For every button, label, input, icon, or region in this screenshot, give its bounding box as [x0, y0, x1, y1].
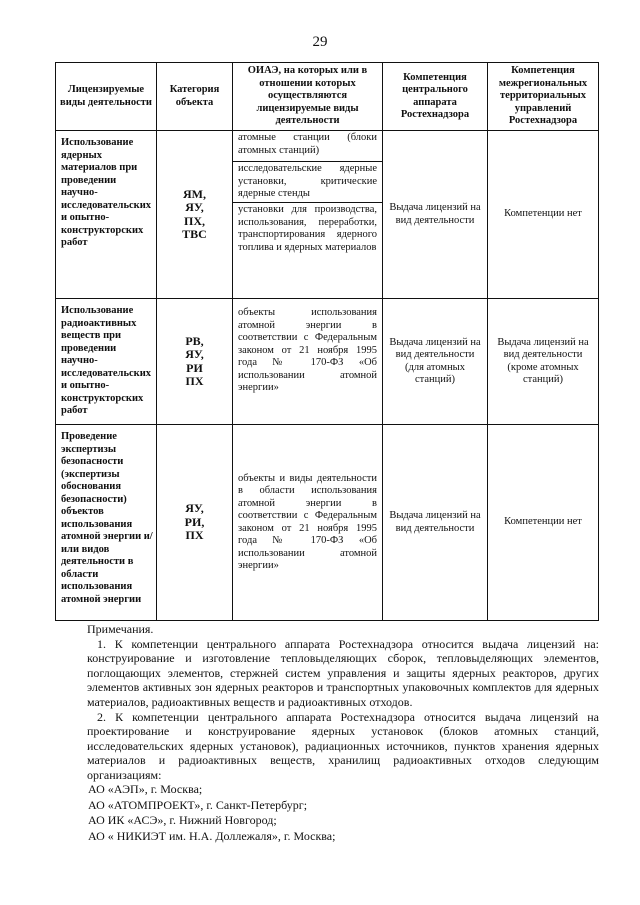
regional-competence-cell: Компетенции нет — [488, 131, 599, 299]
header-objects: ОИАЭ, на которых или в отношении которых осуществляются лицензируемые виды деятельности — [233, 63, 383, 131]
table-row — [56, 299, 599, 425]
category-cell — [157, 425, 233, 621]
category-code: ПХ, — [184, 213, 205, 228]
note-1: 1. К компетенции центрального аппарата Ростехнадзора относится выдача лицензий на: конструирование и изготовление тепловыделяющих сборок, тепловыделяющих элементов, поглощающих элементов, стержней систем управления и защиты ядерных реакторов, других элементов активных зон ядерных реакторов и транспортных упаковочных комплектов для ядерных материалов, радиоактивных веществ и радиоактивных отходов. — [87, 636, 599, 709]
objects-cell — [233, 299, 383, 425]
central-competence-cell: Выдача лицензий на вид деятельности — [383, 131, 488, 299]
objects-cell — [233, 131, 383, 299]
header-central: Компетенция центрального аппарата Ростехнадзора — [383, 63, 488, 131]
category-cell — [157, 131, 233, 299]
regional-competence-cell: Выдача лицензий на вид деятельности (кроме атомных станций) — [488, 299, 599, 425]
category-code: ПХ — [185, 374, 204, 388]
central-competence-cell: Выдача лицензий на вид деятельности — [383, 425, 488, 621]
category-cell — [157, 299, 233, 425]
category-code: РИ — [186, 360, 203, 375]
category-code: ЯУ, — [185, 501, 204, 516]
category-code: ЯМ, — [183, 186, 206, 201]
activity-cell: Использование радиоактивных веществ при проведении научно-исследовательских и опытно-конструкторских работ — [56, 299, 157, 425]
category-code: ТВС — [182, 227, 207, 241]
organization-list — [88, 782, 335, 844]
activity-cell: Использование ядерных материалов при проведении научно-исследовательских и опытно-конструкторских работ — [56, 131, 157, 299]
organization-item: АО ИК «АСЭ», г. Нижний Новгород; — [88, 813, 277, 827]
table-row — [56, 425, 599, 621]
activity-cell: Проведение экспертизы безопасности (экспертизы обоснования безопасности) объектов использования атомной энергии и/или видов деятельности в области использования атомной энергии — [56, 425, 157, 621]
note-2: 2. К компетенции центрального аппарата Ростехнадзора относится выдача лицензий на проектирование и конструирование ядерных установок (блоков атомных станций, исследовательских ядерных установок), радиационных источников, пунктов хранения ядерных материалов и радиоактивных веществ, хранилищ радиоактивных отходов следующим организациям: — [87, 709, 599, 782]
page-number: 29 — [312, 34, 328, 50]
category-code: ЯУ, — [185, 200, 204, 214]
organization-item: АО «АТОМПРОЕКТ», г. Санкт-Петербург; — [88, 797, 308, 812]
header-regional: Компетенция межрегиональных территориальных управлений Ростехнадзора — [488, 63, 599, 131]
category-code: РИ, — [184, 514, 205, 529]
objects-cell — [233, 425, 383, 621]
header-activity: Лицензируемые виды деятельности — [56, 63, 157, 131]
category-code: ПХ — [185, 528, 204, 543]
category-code: ЯУ, — [185, 347, 204, 361]
table-row — [56, 131, 599, 299]
notes-heading: Примечания. — [87, 622, 154, 636]
category-code: РВ, — [185, 333, 204, 348]
organization-item: АО «АЭП», г. Москва; — [88, 782, 203, 796]
licensing-table — [55, 62, 599, 621]
regional-competence-cell: Компетенции нет — [488, 425, 599, 621]
central-competence-cell: Выдача лицензий на вид деятельности (для атомных станций) — [383, 299, 488, 425]
object-item: исследовательские ядерные установки, критические ядерные стенды — [233, 161, 382, 202]
notes-section — [87, 622, 599, 783]
object-item: атомные станции (блоки атомных станций) — [238, 132, 377, 156]
table-header-row — [56, 63, 599, 131]
object-item: объекты и виды деятельности в области использования атомной энергии в соответствии с Федеральным законом от 21 ноября 1995 года № 170-ФЗ «Об использовании атомной энергии» — [238, 472, 377, 571]
object-item: установки для производства, использования, переработки, транспортирования ядерного топлива и ядерных материалов — [233, 202, 382, 255]
organization-item: АО « НИКИЭТ им. Н.А. Доллежаля», г. Москва; — [88, 828, 336, 843]
object-item: объекты использования атомной энергии в соответствии с Федеральным законом от 21 ноября 1995 года № 170-ФЗ «Об использовании атомной энергии» — [238, 307, 377, 393]
header-category: Категория объекта — [157, 63, 233, 131]
